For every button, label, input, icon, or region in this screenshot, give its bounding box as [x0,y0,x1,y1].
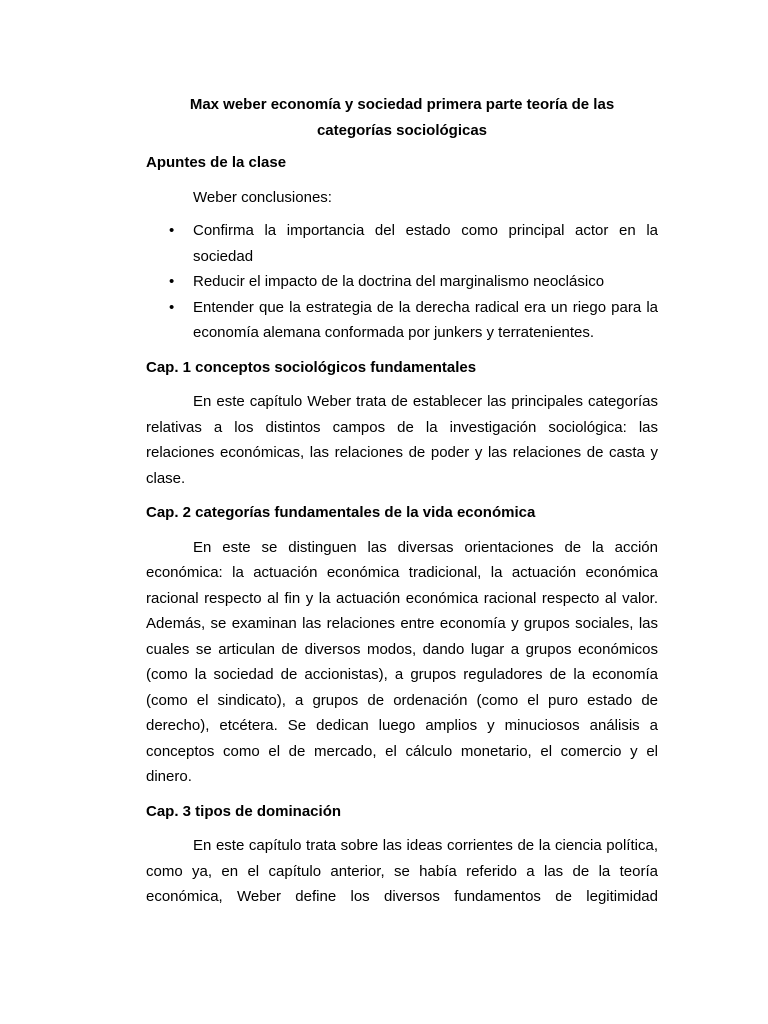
bullet-icon: • [169,298,175,316]
chapter-1-paragraph: En este capítulo Weber trata de establecer las principales categorías relativas a los distintos campos de la investigación sociológica: las relaciones económicas, las relaciones de poder y las relaciones de casta y clase. [146,393,658,487]
chapter-1-heading: Cap. 1 conceptos sociológicos fundamentales [146,358,477,376]
bullet-icon: • [169,222,175,239]
section-heading-apuntes: Apuntes de la clase [146,154,287,171]
intro-text: Weber conclusiones: [193,188,332,206]
document-page [146,92,658,910]
list-item-text: Confirma la importancia del estado como principal actor en la sociedad [193,222,658,265]
conclusions-list [146,218,658,346]
chapter-3-heading: Cap. 3 tipos de dominación [146,802,342,820]
chapter-2-heading: Cap. 2 categorías fundamentales de la vida económica [146,504,536,521]
chapter-3-paragraph: En este capítulo trata sobre las ideas corrientes de la ciencia política, como ya, en el capítulo anterior, se había referido a las de la teoría económica, Weber define los diversos fundamentos de legitimidad [146,837,658,905]
list-item-text: Reducir el impacto de la doctrina del marginalismo neoclásico [193,273,605,290]
document-title: Max weber economía y sociedad primera parte teoría de las categorías sociológicas [189,96,615,139]
list-item-text: Entender que la estrategia de la derecha radical era un riego para la economía alemana conformada por junkers y terratenientes. [193,298,658,341]
list-item [146,218,658,269]
list-item [146,295,658,346]
list-item [146,269,658,295]
chapter-2-paragraph: En este se distinguen las diversas orientaciones de la acción económica: la actuación económica tradicional, la actuación económica racional respecto al fin y la actuación económica racional respecto al valor. Además, se examinan las relaciones entre economía y grupos sociales, las cuales se articulan de diversos modos, dando lugar a grupos económicos (como la sociedad de accionistas), a grupos reguladores de la economía (como el sindicato), a grupos de ordenación (como el puro estado de derecho), etcétera. Se dedican luego amplios y minuciosos análisis a conceptos como el de mercado, el cálculo monetario, el comercio y el dinero. [146,538,658,785]
bullet-icon: • [169,273,175,290]
